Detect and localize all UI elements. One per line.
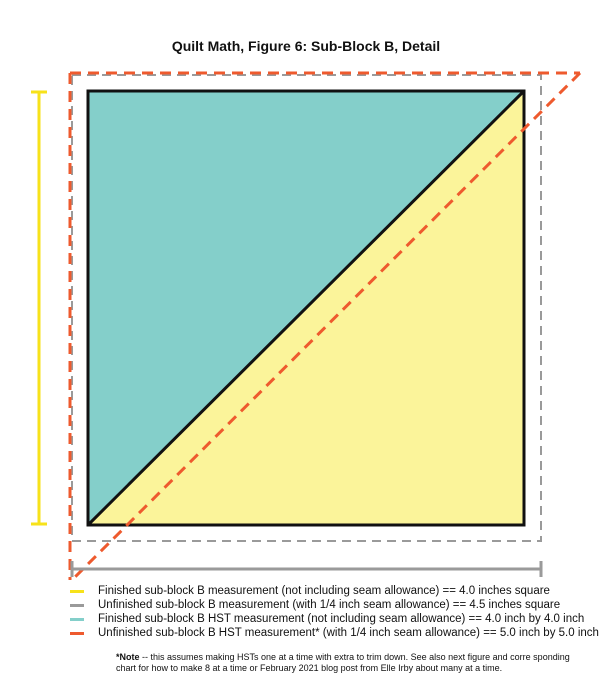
legend-label: Unfinished sub-block B measurement (with 1/4 inch seam allowance) == 4.5 inches square: [98, 599, 561, 611]
legend-item: [70, 612, 599, 626]
legend-swatch-yellow: [70, 590, 84, 593]
legend-item: [70, 626, 599, 640]
legend-swatch-teal: [70, 618, 84, 621]
legend-item: [70, 598, 599, 612]
finished-measure-bar: [31, 92, 47, 524]
footnote-text: -- this assumes making HSTs one at a time with extra to trim down. See also next figure and corre sponding chart for how to make 8 at a time or February 2021 blog post from Elle Irby about many at a time.: [116, 652, 570, 673]
legend-label: Unfinished sub-block B HST measurement* (with 1/4 inch seam allowance) == 5.0 inch by 5.0 inch: [98, 627, 599, 639]
legend-swatch-orange-dash: [70, 632, 84, 635]
legend-label: Finished sub-block B HST measurement (not including seam allowance) == 4.0 inch by 4.0 inch: [98, 613, 585, 625]
footnote: [116, 652, 586, 674]
legend-swatch-gray: [70, 604, 84, 607]
legend: [70, 584, 599, 640]
figure-title: Quilt Math, Figure 6: Sub-Block B, Detail: [171, 38, 441, 54]
unfinished-measure-bar: [72, 561, 541, 577]
legend-label: Finished sub-block B measurement (not including seam allowance) == 4.0 inches square: [98, 585, 550, 597]
legend-item: [70, 584, 599, 598]
footnote-prefix: *Note: [116, 652, 140, 662]
